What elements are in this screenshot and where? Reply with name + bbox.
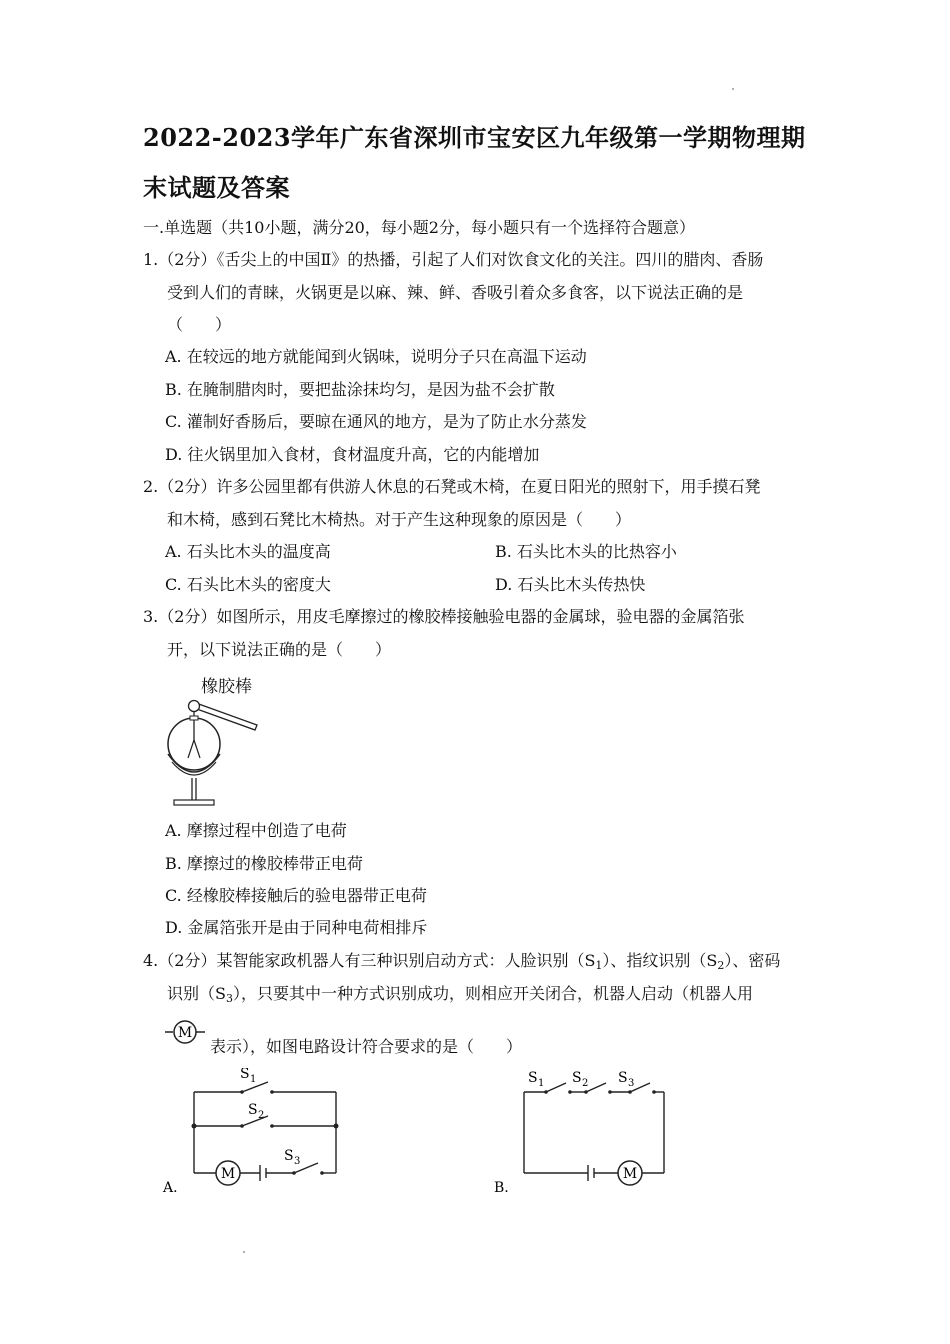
q2-option-d: D. 石头比木头传热快 <box>495 575 646 594</box>
svg-text:M: M <box>220 1166 236 1182</box>
q1-option-c: C. 灌制好香肠后，要晾在通风的地方，是为了防止水分蒸发 <box>165 412 587 431</box>
electroscope-figure-label: 橡胶棒 <box>201 677 252 697</box>
q2-option-b: B. 石头比木头的比热容小 <box>495 542 677 561</box>
svg-text:1: 1 <box>538 1078 545 1089</box>
q3-option-c: C. 经橡胶棒接触后的验电器带正电荷 <box>165 886 427 905</box>
q1-stem-line-1: 1.（2分）《舌尖上的中国Ⅱ》的热播，引起了人们对饮食文化的关注。四川的腊肉、香肠 <box>143 250 764 269</box>
svg-text:2: 2 <box>582 1078 589 1089</box>
svg-text:S: S <box>618 1070 628 1086</box>
q2-stem-line-2: 和木椅，感到石凳比木椅热。对于产生这种现象的原因是（ ） <box>167 510 632 529</box>
svg-text:3: 3 <box>294 1156 301 1167</box>
q1-option-d: D. 往火锅里加入食材，食材温度升高，它的内能增加 <box>165 445 540 464</box>
q3-option-a: A. 摩擦过程中创造了电荷 <box>165 821 347 840</box>
page-title-line-1: 2022-2023学年广东省深圳市宝安区九年级第一学期物理期 <box>143 123 806 152</box>
svg-text:B.: B. <box>494 1180 509 1196</box>
scan-speck <box>732 88 734 90</box>
svg-text:1: 1 <box>250 1074 257 1085</box>
page-title-line-2: 末试题及答案 <box>143 173 290 202</box>
svg-text:3: 3 <box>628 1078 635 1089</box>
svg-text:M: M <box>622 1166 638 1182</box>
q4-stem-line-1: 4.（2分）某智能家政机器人有三种识别启动方式：人脸识别$(S_1)$、指纹识别$(S_2)$、密码 <box>143 951 781 972</box>
scan-speck <box>243 1251 245 1253</box>
svg-text:S: S <box>248 1102 258 1118</box>
circuit-diagram-b <box>490 1068 680 1198</box>
q3-stem-line-2: 开，以下说法正确的是（ ） <box>167 640 392 659</box>
svg-text:A.: A. <box>163 1180 178 1196</box>
svg-text:2: 2 <box>258 1110 265 1121</box>
q2-option-a: A. 石头比木头的温度高 <box>165 542 331 561</box>
q3-option-b: B. 摩擦过的橡胶棒带正电荷 <box>165 854 363 873</box>
svg-text:S: S <box>240 1068 250 1082</box>
svg-text:M: M <box>177 1025 193 1041</box>
motor-symbol-icon <box>163 1019 209 1045</box>
electroscope-figure <box>160 692 270 810</box>
circuit-diagram-a <box>160 1068 360 1198</box>
q1-option-b: B. 在腌制腊肉时，要把盐涂抹均匀，是因为盐不会扩散 <box>165 380 555 399</box>
svg-text:S: S <box>528 1070 538 1086</box>
q2-stem-line-1: 2.（2分）许多公园里都有供游人休息的石凳或木椅，在夏日阳光的照射下，用手摸石凳 <box>143 477 761 496</box>
q4-stem-line-3: 表示），如图电路设计符合要求的是（ ） <box>210 1037 523 1056</box>
q4-stem-line-2: 识别$(S_3)$，只要其中一种方式识别成功，则相应开关闭合，机器人启动（机器人用 <box>167 984 753 1005</box>
section-header: 一.单选题（共10小题，满分20，每小题2分，每小题只有一个选择符合题意） <box>143 218 695 237</box>
q1-stem-line-3: （ ） <box>167 315 232 334</box>
svg-text:S: S <box>572 1070 582 1086</box>
q1-option-a: A. 在较远的地方就能闻到火锅味，说明分子只在高温下运动 <box>165 347 587 366</box>
q1-stem-line-2: 受到人们的青睐，火锅更是以麻、辣、鲜、香吸引着众多食客，以下说法正确的是 <box>167 283 744 302</box>
q3-option-d: D. 金属箔张开是由于同种电荷相排斥 <box>165 918 428 937</box>
q3-stem-line-1: 3.（2分）如图所示，用皮毛摩擦过的橡胶棒接触验电器的金属球，验电器的金属箔张 <box>143 607 745 626</box>
q2-option-c: C. 石头比木头的密度大 <box>165 575 331 594</box>
svg-text:S: S <box>284 1148 294 1164</box>
